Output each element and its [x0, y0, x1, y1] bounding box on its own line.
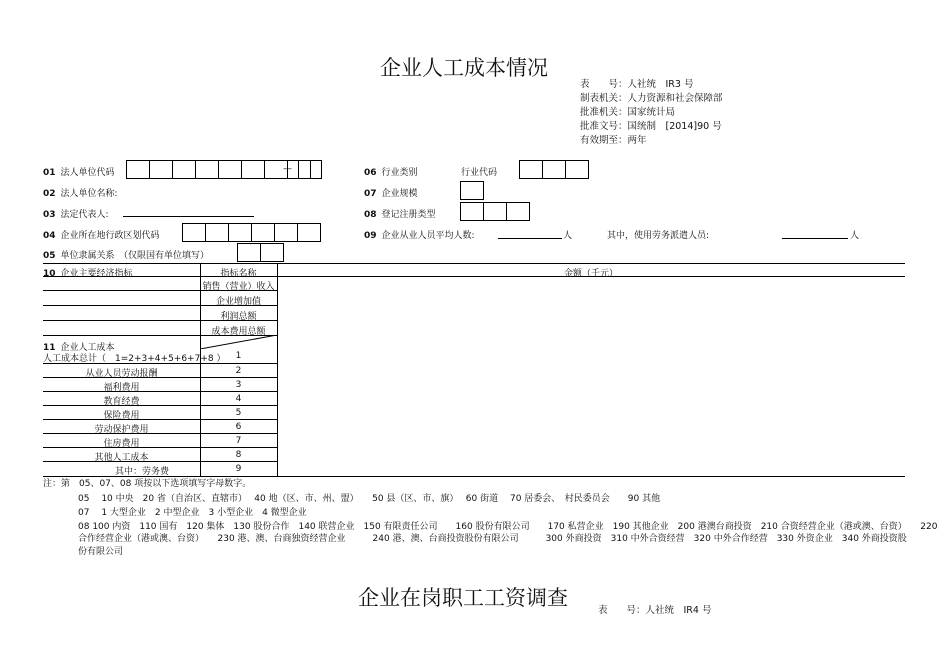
meta-issuer: 制表机关：人力资源和社会保障部: [580, 93, 723, 104]
admin-division-code-boxes[interactable]: [182, 223, 321, 242]
cost-row-code: 3: [235, 380, 242, 390]
note-08-line1: 08 100 内资 110 国有 120 集体 130 股份合作 140 联营企业 150 有限责任公司 160 股份有限公司 170 私营企业 190 其他企业 200 港澳台商投资 210 合资经营企业（港或澳、台资） 220: [78, 522, 938, 532]
cost-row-label: 教育经费: [103, 397, 140, 407]
field-04-label: 04 企业所在地行政区划代码: [43, 231, 160, 241]
note-08-line2: 合作经营企业（港或澳、台资） 230 港、澳、台商独资经营企业 240 港、澳、台商投资股份有限公司 300 外商投资 310 中外合资经营 320 中外合作经营 330 外资企业 340 外商投资股: [78, 534, 907, 544]
cost-row-label: 劳动保护费用: [94, 425, 149, 435]
note-05: 05 10 中央 20 省（自治区、直辖市） 40 地（区、市、州、盟） 50 县（区、市、旗） 60 街道 70 居委会、 村民委员会 90 其他: [78, 494, 661, 504]
code-dash: —: [283, 164, 292, 174]
field-09-label: 09 企业从业人员平均人数:: [364, 231, 475, 241]
meta-form-number: 表 号：人社统 IR3 号: [580, 79, 694, 90]
dispatched-workers-input-line[interactable]: [782, 238, 848, 239]
cost-row-label: 从业人员劳动报酬: [85, 369, 158, 379]
econ-row-profit: 利润总额: [220, 312, 257, 322]
legal-entity-check-box[interactable]: [298, 160, 322, 179]
field-02-label: 02 法人单位名称:: [43, 189, 118, 199]
field-06-label: 06 行业类别: [364, 168, 418, 178]
table-bottom-rule: [43, 476, 905, 477]
meta-valid-until: 有效期至：两年: [580, 135, 647, 146]
second-form-title: 企业在岗职工工资调查: [358, 586, 568, 610]
cost-row-code: 5: [235, 408, 242, 418]
diagonal-divider: [200, 335, 277, 349]
note-07: 07 1 大型企业 2 中型企业 3 小型企业 4 微型企业: [78, 508, 307, 518]
cost-row-code: 1: [235, 351, 242, 361]
enterprise-size-box[interactable]: [460, 181, 484, 200]
cost-row-code: 7: [235, 436, 242, 446]
cost-row-label: 其他人工成本: [94, 453, 149, 463]
cost-row-code: 4: [235, 394, 242, 404]
econ-row-revenue: 销售（营业）收入: [202, 282, 275, 292]
cost-row-label: 人工成本总计（ 1=2+3+4+5+6+7+8 ）: [43, 354, 226, 364]
notes-head: 注：第 05、07、08 项按以下选项填写字母数字。: [43, 479, 252, 489]
cost-row-label: 其中：劳务费: [115, 467, 170, 477]
field-05-label: 05 单位隶属关系 （仅限国有单位填写）: [43, 251, 210, 261]
table-top-rule: [43, 263, 905, 264]
cost-row-code: 6: [235, 422, 242, 432]
form-meta: [580, 78, 723, 148]
note-08-line3: 份有限公司: [78, 547, 124, 557]
cost-row-label: 住房费用: [103, 439, 140, 449]
field-07-label: 07 企业规模: [364, 189, 418, 199]
section-11-label: 11 企业人工成本: [43, 343, 115, 353]
legal-rep-input-line[interactable]: [123, 216, 254, 217]
affiliation-boxes[interactable]: [237, 243, 284, 262]
cost-row-code: 2: [235, 366, 242, 376]
section-10-label: 10 企业主要经济指标: [43, 269, 133, 279]
second-form-number: 表 号：人社统 IR4 号: [598, 605, 712, 616]
meta-approver: 批准机关：国家统计局: [580, 107, 676, 118]
field-01-label: 01 法人单位代码: [43, 168, 115, 178]
col-indicator-header: 指标名称: [220, 269, 257, 279]
industry-code-boxes[interactable]: [519, 160, 589, 179]
cost-row-code: 8: [235, 450, 242, 460]
page-title: 企业人工成本情况: [380, 56, 548, 80]
table-col-rule: [277, 263, 278, 476]
industry-code-label: 行业代码: [461, 168, 498, 178]
registration-type-boxes[interactable]: [460, 202, 530, 221]
field-08-label: 08 登记注册类型: [364, 210, 436, 220]
econ-row-value-added: 企业增加值: [215, 297, 261, 307]
avg-employees-unit: 人: [563, 231, 573, 241]
dispatched-workers-unit: 人: [850, 231, 860, 241]
col-amount-header: 金额（千元）: [563, 269, 618, 279]
cost-row-label: 保险费用: [103, 411, 140, 421]
cost-row-label: 福利费用: [103, 383, 140, 393]
meta-approval-doc: 批准文号：国统制 [2014]90 号: [580, 121, 722, 132]
field-03-label: 03 法定代表人:: [43, 210, 109, 220]
cost-row-code: 9: [235, 464, 242, 474]
avg-employees-input-line[interactable]: [498, 238, 562, 239]
dispatched-workers-label: 其中，使用劳务派遣人员:: [607, 231, 710, 241]
econ-row-cost: 成本费用总额: [211, 327, 266, 337]
